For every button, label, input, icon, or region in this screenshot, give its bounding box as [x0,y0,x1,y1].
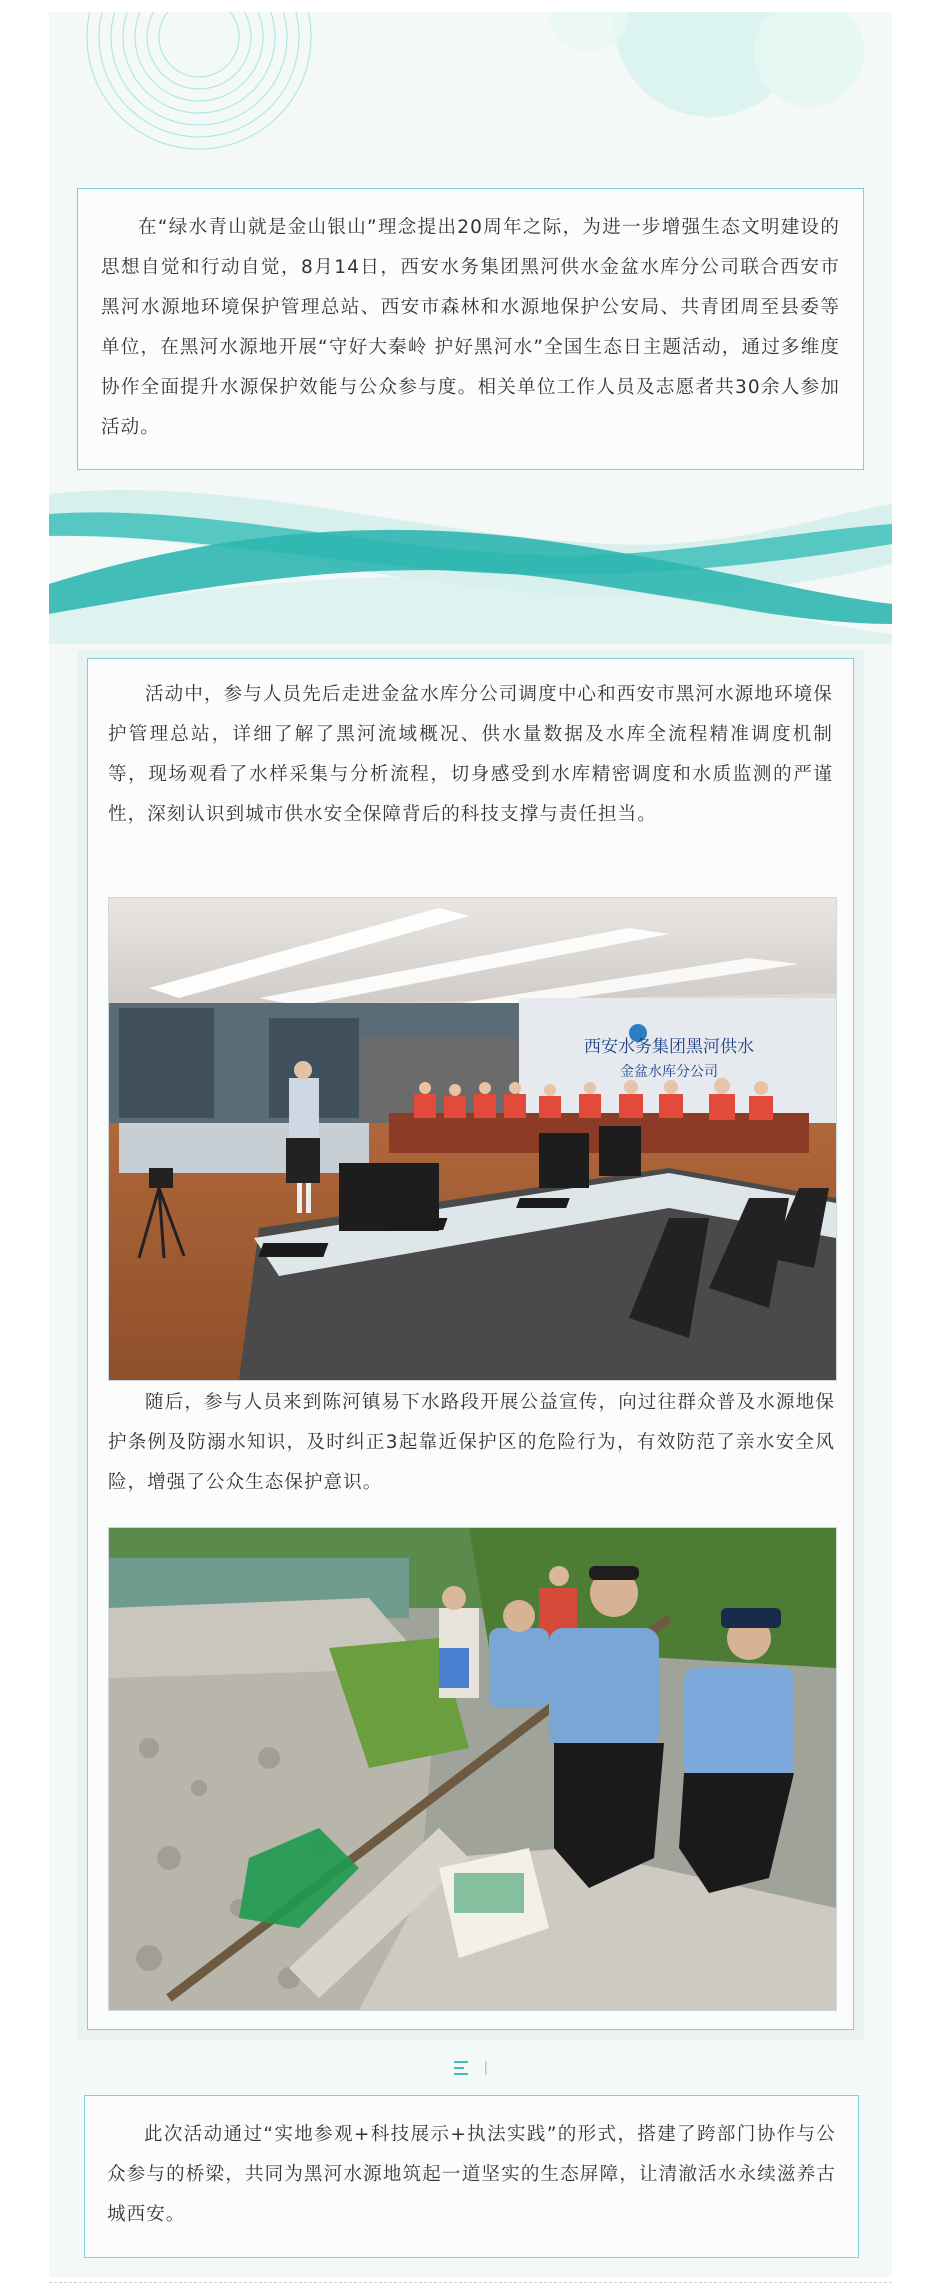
closing-paragraph: 此次活动通过“实地参观+科技展示+执法实践”的形式，搭建了跨部门协作与公众参与的桥梁，共同为黑河水源地筑起一道坚实的生态屏障，让清澈活水永续滋养古城西安。 [107,2124,836,2225]
activity-paragraph-1: 活动中，参与人员先后走进金盆水库分公司调度中心和西安市黑河水源地环境保护管理总站，详细了解了黑河流域概况、供水量数据及水库全流程精准调度机制等，现场观看了水样采集与分析流程，切身感受到水库精密调度和水质监测的严谨性，深刻认识到城市供水安全保障背后的科技支撑与责任担当。 [108,684,833,825]
bar-icon [484,2060,488,2076]
photo-dispatch-center [108,897,837,1381]
photo-sign-line-1: 西安水务集团黑河供水 [584,1037,754,1056]
photo-sign-line-2: 金盆水库分公司 [620,1065,718,1080]
divider-ornament [446,2056,496,2080]
wave-decoration [49,474,892,644]
activity-paragraph-2: 随后，参与人员来到陈河镇易下水路段开展公益宣传，向过往群众普及水源地保护条例及防溺水知识，及时纠正3起靠近保护区的危险行为，有效防范了亲水安全风险，增强了公众生态保护意识。 [108,1392,835,1493]
riverside-activity-image [109,1528,836,2010]
bottom-divider [49,2282,892,2283]
intro-paragraph: 在“绿水青山就是金山银山”理念提出20周年之际，为进一步增强生态文明建设的思想自觉和行动自觉，8月14日，西安水务集团黑河供水金盆水库分公司联合西安市黑河水源地环境保护管理总站、西安市森林和水源地保护公安局、共青团周至县委等单位，在黑河水源地开展“守好大秦岭 护好黑河水”全国生态日主题活动，通过多维度协作全面提升水源保护效能与公众参与度。相关单位工作人员及志愿者共30余人参加活动。 [101,217,840,438]
intro-box [77,188,864,470]
photo-riverside-activity [108,1527,837,2011]
dispatch-center-image [109,898,836,1380]
article-page [49,12,892,2277]
list-lines-icon [454,2060,470,2076]
closing-box [84,2095,859,2258]
header-decoration [49,12,892,192]
activity-panel [77,650,864,2040]
activity-box [87,658,854,2030]
